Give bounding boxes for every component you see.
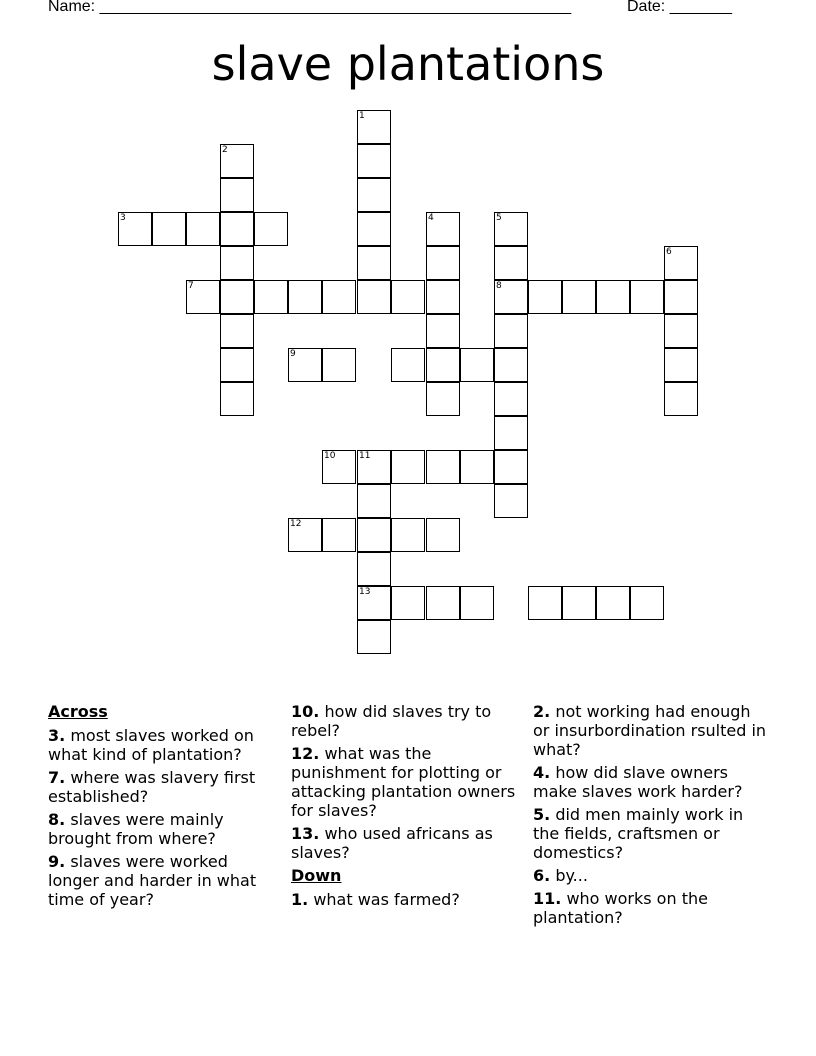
- grid-cell[interactable]: [391, 280, 425, 314]
- grid-cell[interactable]: [357, 212, 391, 246]
- grid-cell[interactable]: [391, 348, 425, 382]
- grid-cell[interactable]: [664, 314, 698, 348]
- clue-number-label: 8: [496, 281, 502, 291]
- grid-cell[interactable]: [460, 586, 494, 620]
- clue-text: not working had enough or insurbordination rsulted in what?: [533, 702, 767, 759]
- grid-cell[interactable]: [426, 246, 460, 280]
- grid-cell[interactable]: [254, 212, 288, 246]
- clue-across-3: [48, 726, 283, 764]
- clue-across-10: [291, 702, 526, 740]
- grid-cell[interactable]: [664, 348, 698, 382]
- clue-number-label: 3: [120, 213, 126, 223]
- clue-number-label: 12: [290, 519, 302, 529]
- clue-number: 4.: [533, 763, 551, 782]
- grid-cell[interactable]: [630, 280, 664, 314]
- clue-text: by...: [555, 866, 588, 885]
- clue-text: slaves were worked longer and harder in what time of year?: [48, 852, 257, 909]
- clue-number-label: 9: [290, 349, 296, 359]
- clue-number-label: 10: [324, 451, 336, 461]
- across-heading: Across: [48, 702, 108, 721]
- grid-cell[interactable]: [494, 484, 528, 518]
- grid-cell[interactable]: [357, 144, 391, 178]
- clue-across-13: [291, 824, 526, 862]
- grid-cell[interactable]: [460, 450, 494, 484]
- clue-number: 11.: [533, 889, 562, 908]
- grid-cell[interactable]: [357, 246, 391, 280]
- grid-cell[interactable]: [426, 382, 460, 416]
- clue-across-7: [48, 768, 283, 806]
- grid-cell[interactable]: [664, 280, 698, 314]
- clue-column-2: [291, 702, 526, 913]
- grid-cell[interactable]: [254, 280, 288, 314]
- grid-cell[interactable]: [391, 518, 425, 552]
- clue-number: 3.: [48, 726, 66, 745]
- clue-down-11: [533, 889, 768, 927]
- clue-number: 9.: [48, 852, 66, 871]
- grid-cell[interactable]: [357, 280, 391, 314]
- grid-cell[interactable]: [220, 212, 254, 246]
- clue-text: slaves were mainly brought from where?: [48, 810, 224, 848]
- grid-cell[interactable]: [630, 586, 664, 620]
- grid-cell[interactable]: [426, 450, 460, 484]
- clue-down-5: [533, 805, 768, 862]
- clue-text: how did slaves try to rebel?: [291, 702, 492, 740]
- puzzle-title: slave plantations: [211, 37, 605, 91]
- grid-cell[interactable]: [494, 450, 528, 484]
- clue-number: 13.: [291, 824, 320, 843]
- clue-across-12: [291, 744, 526, 820]
- grid-cell[interactable]: [562, 280, 596, 314]
- grid-cell[interactable]: [494, 382, 528, 416]
- clue-down-2: [533, 702, 768, 759]
- clue-text: what was the punishment for plotting or attacking plantation owners for slaves?: [291, 744, 516, 820]
- clue-number: 1.: [291, 890, 309, 909]
- grid-cell[interactable]: [220, 382, 254, 416]
- clue-across-9: [48, 852, 283, 909]
- grid-cell[interactable]: [562, 586, 596, 620]
- clue-number: 7.: [48, 768, 66, 787]
- grid-cell[interactable]: [357, 178, 391, 212]
- grid-cell[interactable]: [322, 348, 356, 382]
- grid-cell[interactable]: [357, 484, 391, 518]
- grid-cell[interactable]: [664, 382, 698, 416]
- clue-across-8: [48, 810, 283, 848]
- grid-cell[interactable]: [596, 586, 630, 620]
- clue-number: 10.: [291, 702, 320, 721]
- grid-cell[interactable]: [220, 280, 254, 314]
- clue-column-1: [48, 702, 283, 913]
- name-field-line: Name: _____________________________________________________: [48, 0, 572, 15]
- grid-cell[interactable]: [357, 552, 391, 586]
- clue-number-label: 5: [496, 213, 502, 223]
- clue-text: most slaves worked on what kind of plantation?: [48, 726, 254, 764]
- clue-text: what was farmed?: [313, 890, 460, 909]
- clue-down-6: [533, 866, 768, 885]
- clue-number: 6.: [533, 866, 551, 885]
- grid-cell[interactable]: [220, 246, 254, 280]
- clue-number-label: 7: [188, 281, 194, 291]
- grid-cell[interactable]: [357, 620, 391, 654]
- clue-number: 2.: [533, 702, 551, 721]
- grid-cell[interactable]: [426, 348, 460, 382]
- clue-number-label: 1: [359, 111, 365, 121]
- clue-number: 8.: [48, 810, 66, 829]
- grid-cell[interactable]: [220, 178, 254, 212]
- grid-cell[interactable]: [528, 280, 562, 314]
- grid-cell[interactable]: [426, 314, 460, 348]
- clue-number-label: 11: [359, 451, 371, 461]
- clue-number: 5.: [533, 805, 551, 824]
- grid-cell[interactable]: [426, 586, 460, 620]
- grid-cell[interactable]: [152, 212, 186, 246]
- grid-cell[interactable]: [494, 348, 528, 382]
- grid-cell[interactable]: [494, 416, 528, 450]
- clue-down-1: [291, 890, 526, 909]
- clue-text: did men mainly work in the fields, craftsmen or domestics?: [533, 805, 744, 862]
- grid-cell[interactable]: [357, 518, 391, 552]
- down-heading: Down: [291, 866, 342, 885]
- clue-number-label: 6: [666, 247, 672, 257]
- clue-number-label: 2: [222, 145, 228, 155]
- grid-cell[interactable]: [460, 348, 494, 382]
- clue-number-label: 13: [359, 587, 371, 597]
- grid-cell[interactable]: [186, 212, 220, 246]
- grid-cell[interactable]: [426, 518, 460, 552]
- grid-cell[interactable]: [391, 450, 425, 484]
- date-field-line: Date: _______: [627, 0, 732, 15]
- clue-text: who works on the plantation?: [533, 889, 708, 927]
- clue-text: how did slave owners make slaves work harder?: [533, 763, 743, 801]
- grid-cell[interactable]: [220, 314, 254, 348]
- clue-number-label: 4: [428, 213, 434, 223]
- grid-cell[interactable]: [288, 280, 322, 314]
- grid-cell[interactable]: [528, 586, 562, 620]
- grid-cell[interactable]: [494, 246, 528, 280]
- clue-down-4: [533, 763, 768, 801]
- clue-column-3: [533, 702, 768, 931]
- grid-cell[interactable]: [391, 586, 425, 620]
- grid-cell[interactable]: [322, 518, 356, 552]
- grid-cell[interactable]: [494, 314, 528, 348]
- clue-text: who used africans as slaves?: [291, 824, 493, 862]
- grid-cell[interactable]: [596, 280, 630, 314]
- clue-number: 12.: [291, 744, 320, 763]
- clue-text: where was slavery first established?: [48, 768, 256, 806]
- grid-cell[interactable]: [322, 280, 356, 314]
- grid-cell[interactable]: [220, 348, 254, 382]
- grid-cell[interactable]: [426, 280, 460, 314]
